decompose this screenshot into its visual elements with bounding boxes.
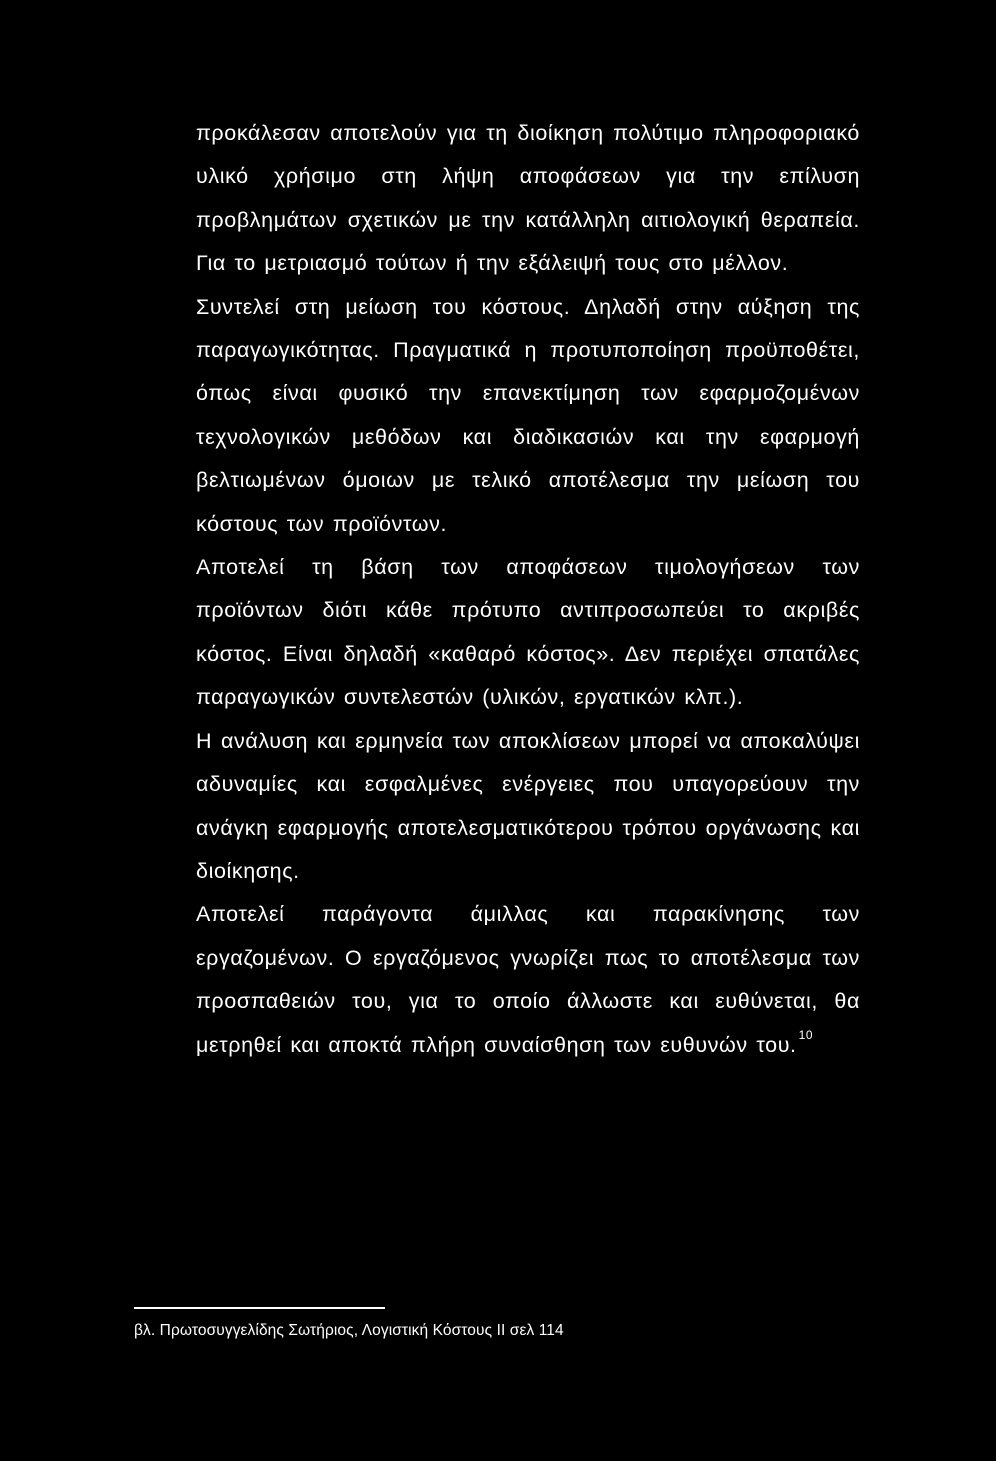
paragraph-1 <box>196 112 860 286</box>
paragraph-3-text: Αποτελεί τη βάση των αποφάσεων τιμολογήσεων των προϊόντων διότι κάθε πρότυπο αντιπροσωπεύει το ακριβές κόστος. Είναι δηλαδή «καθαρό κόστος». Δεν περιέχει σπατάλες παραγωγικών συντελεστών (υλικών, εργατικών κλπ.). <box>196 555 860 710</box>
paragraph-4-text: Η ανάλυση και ερμηνεία των αποκλίσεων μπορεί να αποκαλύψει αδυναμίες και εσφαλμένες ενέργειες που υπαγορεύουν την ανάγκη εφαρμογής αποτελεσματικότερου τρόπου οργάνωσης και διοίκησης. <box>196 728 860 883</box>
paragraph-5-text: Αποτελεί παράγοντα άμιλλας και παρακίνησης των εργαζομένων. Ο εργαζόμενος γνωρίζει πως το αποτέλεσμα των προσπαθειών του, για το οποίο άλλωστε και ευθύνεται, θα μετρηθεί και αποκτά πλήρη συναίσθηση των ευθυνών του. <box>196 902 860 1057</box>
paragraph-2 <box>196 286 860 546</box>
footnote-divider <box>134 1307 385 1309</box>
footnote-text: βλ. Πρωτοσυγγελίδης Σωτήριος, Λογιστική Κόστους ΙΙ σελ 114 <box>134 1322 564 1339</box>
paragraph-5 <box>196 893 860 1067</box>
paragraph-4 <box>196 720 860 894</box>
footnote <box>134 1320 564 1342</box>
footnote-reference: 10 <box>798 1028 814 1043</box>
paragraph-1-text: προκάλεσαν αποτελούν για τη διοίκηση πολύτιμο πληροφοριακό υλικό χρήσιμο στη λήψη αποφάσεων για την επίλυση προβλημάτων σχετικών με την κατάλληλη αιτιολογική θεραπεία. Για το μετριασμό τούτων ή την εξάλειψή τους στο μέλλον. <box>196 121 860 276</box>
paragraph-3 <box>196 546 860 720</box>
document-body <box>196 112 860 1067</box>
paragraph-2-text: Συντελεί στη μείωση του κόστους. Δηλαδή στην αύξηση της παραγωγικότητας. Πραγματικά η προτυποποίηση προϋποθέτει, όπως είναι φυσικό την επανεκτίμηση των εφαρμοζομένων τεχνολογικών μεθόδων και διαδικασιών και την εφαρμογή βελτιωμένων όμοιων με τελικό αποτέλεσμα την μείωση του κόστους των προϊόντων. <box>196 294 860 536</box>
